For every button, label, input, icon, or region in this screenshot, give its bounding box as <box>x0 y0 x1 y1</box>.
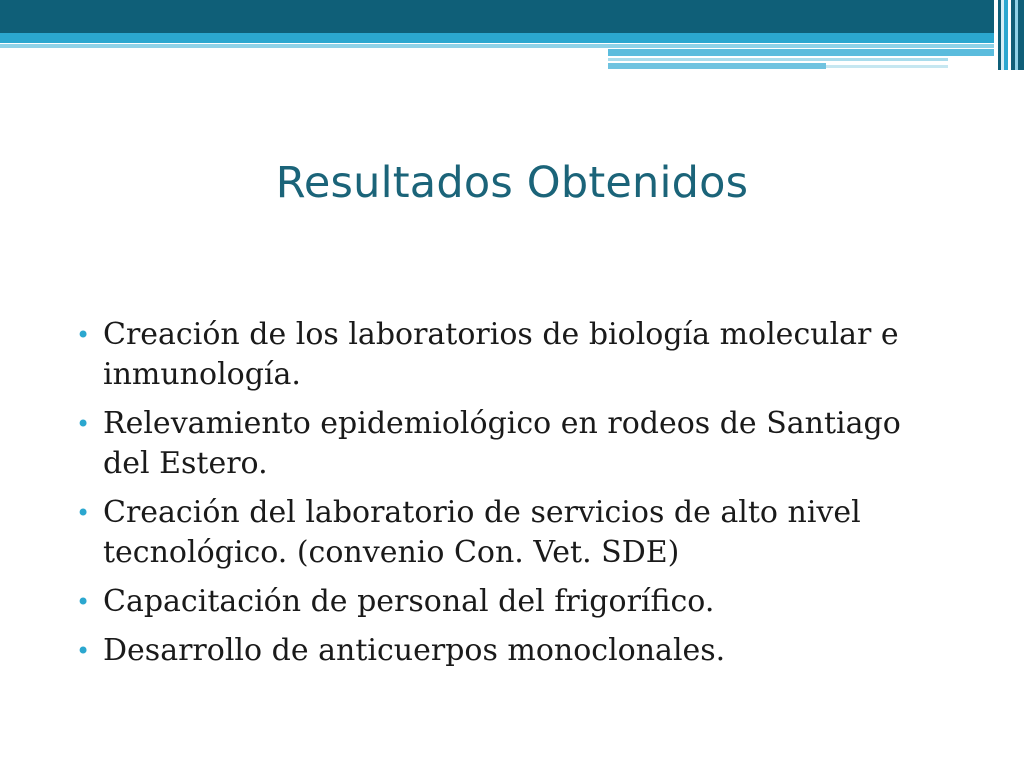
header-thin-bar <box>0 44 1000 48</box>
bullet-item <box>74 582 954 622</box>
bullet-text: Capacitación de personal del frigorífico. <box>103 584 715 619</box>
header-bar <box>0 0 1024 33</box>
bullet-dot-icon: • <box>76 410 91 438</box>
header-fragment-bar <box>608 63 826 69</box>
bullet-item <box>74 493 954 573</box>
bullet-dot-icon: • <box>76 321 91 349</box>
slide-title: Resultados Obtenidos <box>275 158 749 208</box>
header-fragment-bar <box>826 65 948 68</box>
bullet-dot-icon: • <box>76 499 91 527</box>
bullet-text: Creación de los laboratorios de biología molecular e inmunología. <box>103 317 899 392</box>
header-fragment-bar <box>608 49 1000 56</box>
header-vertical-stripes <box>994 0 1024 70</box>
header-fragment-bar <box>608 58 948 61</box>
header-accent-bar <box>0 33 1000 43</box>
bullet-text: Desarrollo de anticuerpos monoclonales. <box>103 633 726 668</box>
bullet-dot-icon: • <box>76 588 91 616</box>
bullet-item <box>74 315 954 395</box>
bullet-text: Creación del laboratorio de servicios de alto nivel tecnológico. (convenio Con. Vet. SDE) <box>103 495 861 570</box>
bullet-item <box>74 631 954 671</box>
bullet-dot-icon: • <box>76 637 91 665</box>
bullet-item <box>74 404 954 484</box>
bullet-list <box>74 315 954 680</box>
bullet-text: Relevamiento epidemiológico en rodeos de Santiago del Estero. <box>103 406 901 481</box>
